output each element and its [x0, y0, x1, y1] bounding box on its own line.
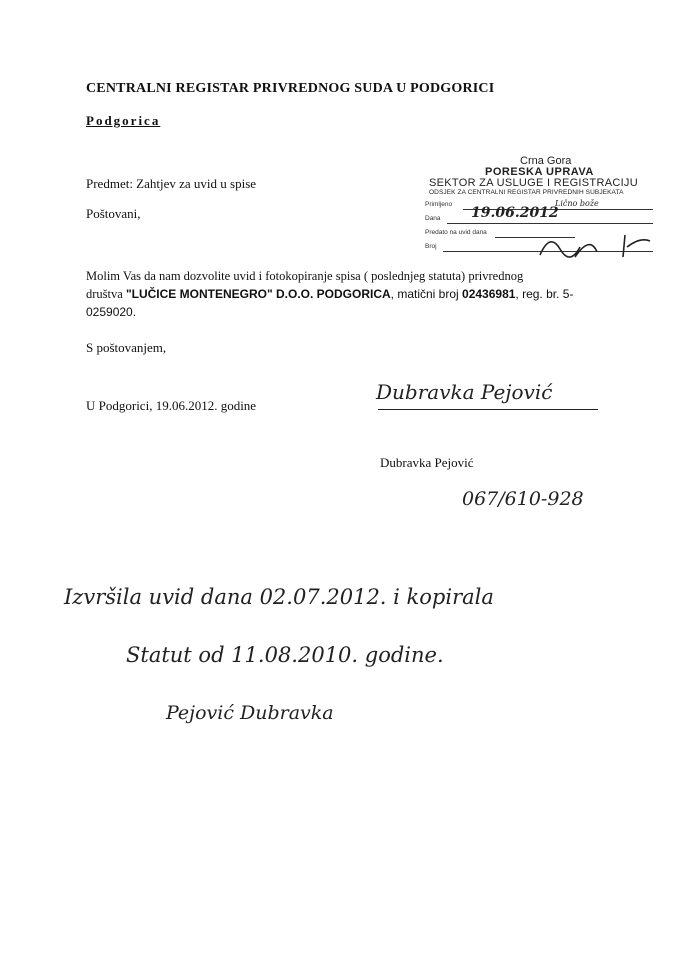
body-part2: društva — [86, 287, 126, 301]
signature: Dubravka Pejović — [376, 380, 553, 404]
handwritten-note-line-3: Pejović Dubravka — [166, 702, 334, 724]
phone-number-handwritten: 067/610-928 — [462, 488, 584, 510]
stamp-country: Crna Gora — [520, 155, 572, 167]
letter-body — [86, 267, 596, 321]
signer-name: Dubravka Pejović — [380, 455, 474, 470]
body-part1: Molim Vas da nam dozvolite uvid i fotokopiranje spisa ( poslednjeg statuta) privrednog — [86, 269, 524, 283]
stamp-date-line — [447, 223, 653, 224]
handwritten-note-line-2: Statut od 11.08.2010. godine. — [126, 643, 444, 667]
stamp-organization: PORESKA UPRAVA — [485, 166, 594, 178]
stamp-date-label: Dana — [425, 215, 441, 222]
registry-title: CENTRALNI REGISTAR PRIVREDNOG SUDA U PODGORICI — [86, 81, 495, 96]
body-part3: , matični broj — [390, 287, 463, 301]
signature-line — [378, 409, 598, 410]
company-name: "LUČICE MONTENEGRO" D.O.O. PODGORICA — [125, 287, 391, 301]
registry-city: Podgorica — [86, 113, 161, 128]
place-and-date: U Podgorici, 19.06.2012. godine — [86, 398, 257, 413]
registration-number: 02436981 — [462, 287, 516, 301]
stamp-received-label: Primljeno — [425, 201, 453, 208]
stamp-sector: SEKTOR ZA USLUGE I REGISTRACIJU — [429, 177, 638, 189]
letter-closing: S poštovanjem, — [86, 340, 167, 355]
letter-greeting: Poštovani, — [86, 206, 141, 221]
stamp-handed-label: Predato na uvid dana — [425, 229, 487, 236]
stamp-department: ODSJEK ZA CENTRALNI REGISTAR PRIVREDNIH SUBJEKATA — [429, 189, 624, 196]
stamp-received-handwritten: Lično bože — [555, 199, 599, 208]
body-part4: , reg. br. 5-0259020. — [86, 287, 574, 319]
stamp-date-handwritten: 19.06.2012 — [471, 205, 559, 221]
handwritten-note-line-1: Izvršila uvid dana 02.07.2012. i kopirala — [64, 585, 494, 609]
intake-stamp — [425, 155, 661, 260]
letter-subject: Predmet: Zahtjev za uvid u spise — [86, 176, 257, 191]
stamp-scribble-icon — [535, 227, 655, 261]
stamp-number-label: Broj — [425, 243, 437, 250]
